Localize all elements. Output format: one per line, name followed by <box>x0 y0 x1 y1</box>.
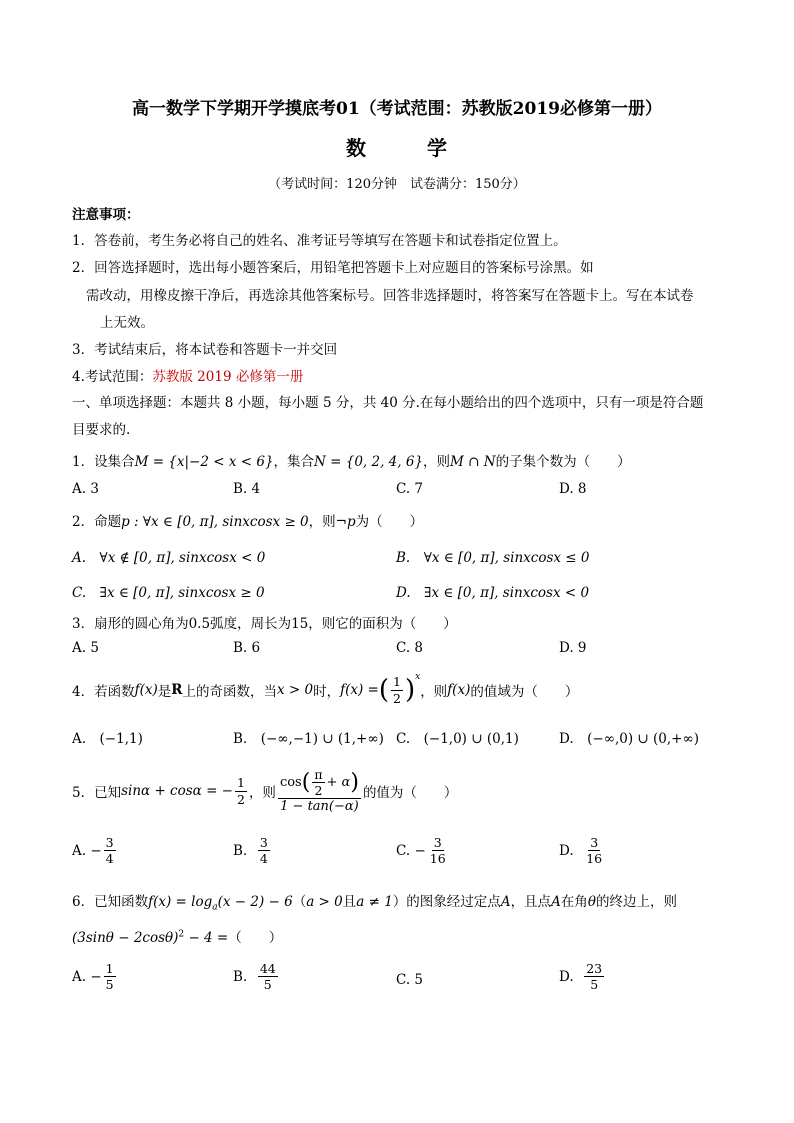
q4-func-2: f(x) <box>447 682 471 698</box>
q4-paren-close: ) <box>404 675 416 705</box>
q6-a-num: 1 <box>105 961 114 976</box>
section1-line1: 一、单项选择题：本题共 8 小题，每小题 5 分，共 40 分.在每小题给出的四个选项中，只有一项是符合题 <box>72 395 704 411</box>
note-4 <box>72 365 303 385</box>
q6-theta: θ <box>587 894 596 910</box>
q1-expr: M ∩ N <box>450 454 496 470</box>
q6-cond-2: a ≠ 1 <box>356 894 393 910</box>
q4-text-3: 上的奇函数，当 <box>182 684 277 700</box>
q2-negation: ¬p <box>335 514 356 530</box>
q4-exponent: x <box>415 672 421 682</box>
q4-option-d: D. (−∞,0) ∪ (0,+∞) <box>559 731 699 747</box>
q6-text-3: 且 <box>342 894 357 910</box>
q5-half-den: 2 <box>236 791 245 807</box>
q4-frac-num: 1 <box>393 674 401 690</box>
q5-a-num: 3 <box>105 835 114 850</box>
q6-b-num: 44 <box>259 961 276 976</box>
q6-b-den: 5 <box>263 977 272 993</box>
q1-option-b: B. 4 <box>233 481 261 497</box>
q1-option-c: C. 7 <box>396 481 424 497</box>
q5-main-num <box>278 768 361 799</box>
q2-option-b: B. ∀x ∈ [0, π], sinxcosx ≤ 0 <box>396 550 590 566</box>
note-1: 1．答卷前，考生务必将自己的姓名、准考证号等填写在答题卡和试卷指定位置上。 <box>72 233 567 249</box>
q4-text-5: ，则 <box>420 684 448 700</box>
q5-option-b <box>233 836 272 865</box>
q5-text-1: 5．已知 <box>72 785 122 801</box>
q3-text-1: 3．扇形的圆心角为 <box>72 616 189 632</box>
q6-expr-rest: − 4 = <box>184 930 229 946</box>
q4-option-a: A. (−1,1) <box>72 731 143 747</box>
q6-text-7: 的终边上，则 <box>595 894 677 910</box>
q4-text-6: 的值域为（ ） <box>470 684 579 700</box>
q6-b-frac <box>258 962 278 991</box>
q6-log-base: a <box>212 902 218 913</box>
q2-option-d: D. ∃x ∈ [0, π], sinxcosx < 0 <box>396 585 590 601</box>
q1-text-2: ，集合 <box>273 454 315 470</box>
q3-stem <box>72 612 457 632</box>
q4-option-b: B. (−∞,−1) ∪ (1,+∞) <box>233 731 384 747</box>
q4-frac-den: 2 <box>393 690 401 706</box>
q5-paren-close: ) <box>350 770 359 796</box>
q6-stem-line1 <box>72 890 677 913</box>
note-2a: 2．回答选择题时，选出每小题答案后，用铅笔把答题卡上对应题目的答案标号涂黑。如 <box>72 260 594 276</box>
q5-pi: π <box>314 767 323 783</box>
q5-pi-den: 2 <box>314 783 323 799</box>
q5-c-frac <box>428 836 448 865</box>
q6-text-2: （ <box>292 894 307 910</box>
q5-pi-frac <box>312 768 324 797</box>
q3-option-c: C. 8 <box>396 640 424 656</box>
notes-heading: 注意事项： <box>72 207 140 223</box>
q6-text-4: ）的图象经过定点 <box>392 894 501 910</box>
exam-scope: 苏教版 2019 必修第一册 <box>152 369 304 385</box>
q2-proposition: p : ∀x ∈ [0, π], sinxcosx ≥ 0 <box>121 514 309 530</box>
q4-text-4: 时， <box>313 684 341 700</box>
q5-a-frac <box>104 836 116 865</box>
q2-stem <box>72 510 423 530</box>
q6-a-label: A. <box>72 968 87 985</box>
section1-line2: 目要求的. <box>72 422 131 438</box>
q2-text-1: 2．命题 <box>72 514 122 530</box>
q5-a-den: 4 <box>105 851 114 867</box>
q2-option-a: A. ∀x ∉ [0, π], sinxcosx < 0 <box>72 550 266 566</box>
q4-option-c: C. (−1,0) ∪ (0,1) <box>396 731 519 747</box>
q4-fraction <box>391 675 403 704</box>
q5-d-num: 3 <box>590 835 599 850</box>
q6-option-d <box>559 962 606 991</box>
q5-cos: cos <box>279 774 302 790</box>
note-2b: 需改动，用橡皮擦干净后，再选涂其他答案标号。回答非选择题时，将答案写在答题卡上。写在本试卷 <box>86 288 694 304</box>
q5-equation: sinα + cosα = − <box>121 783 233 799</box>
q6-d-num: 23 <box>586 961 603 976</box>
q6-text-1: 6．已知函数 <box>72 894 149 910</box>
q5-d-den: 16 <box>586 851 603 867</box>
q6-text-8: （ ） <box>228 930 283 946</box>
q5-b-num: 3 <box>259 835 268 850</box>
q5-c-num: 3 <box>433 835 442 850</box>
q5-paren-open: ( <box>301 770 311 796</box>
q6-cond-1: a > 0 <box>306 894 343 910</box>
note-3: 3．考试结束后，将本试卷和答题卡一并交回 <box>72 342 338 358</box>
q3-option-a: A. 5 <box>72 640 99 656</box>
q5-main-fraction <box>278 768 361 814</box>
q6-expr: (3sinθ − 2cosθ) <box>72 930 179 946</box>
q5-a-label: A. <box>72 842 87 859</box>
q6-option-a <box>72 962 118 991</box>
q4-fx: f(x) = <box>340 682 379 698</box>
q1-set-n: N = {0, 2, 4, 6} <box>314 454 424 470</box>
q5-half-num: 1 <box>236 775 245 791</box>
q6-point-a: A <box>500 894 511 910</box>
note-2c: 上无效。 <box>100 315 154 331</box>
q6-a-den: 5 <box>105 977 114 993</box>
q6-square: 2 <box>178 929 185 940</box>
q1-set-m: M = {x|−2 < x < 6} <box>134 454 274 470</box>
subject-char-1: 数 <box>346 136 368 160</box>
q5-option-a <box>72 836 118 865</box>
q6-d-frac <box>584 962 604 991</box>
q6-text-5: ，且点 <box>510 894 552 910</box>
page-title: 高一数学下学期开学摸底考01（考试范围：苏教版2019必修第一册） <box>132 99 662 119</box>
q3-option-d: D. 9 <box>559 640 587 656</box>
q1-text-1: 1．设集合 <box>72 454 135 470</box>
q1-text-4: 的子集个数为（ ） <box>495 454 631 470</box>
q5-a-sign: − <box>90 842 102 859</box>
q3-angle: 0.5 <box>188 616 211 632</box>
q4-reals: R <box>171 682 183 698</box>
subject-char-2: 学 <box>426 136 448 160</box>
q5-b-label: B. <box>233 842 248 859</box>
q5-stem <box>72 760 457 822</box>
q5-main-den: 1 − tan(−α) <box>280 799 359 815</box>
q6-func: f(x) = log <box>148 894 213 910</box>
exam-info: （考试时间：120分钟 试卷满分：150分） <box>268 177 526 192</box>
q6-option-b <box>233 962 280 991</box>
q6-a-sign: − <box>90 968 102 985</box>
q4-condition: x > 0 <box>276 682 314 698</box>
q1-stem <box>72 450 631 470</box>
q6-text-6: 在角 <box>560 894 588 910</box>
q5-d-frac <box>584 836 604 865</box>
q6-a-frac <box>104 962 116 991</box>
q3-option-b: B. 6 <box>233 640 261 656</box>
q2-text-3: 为（ ） <box>355 514 424 530</box>
q5-c-label: C. <box>396 842 411 859</box>
q5-d-label: D. <box>559 842 574 859</box>
q5-plus-alpha: + α <box>326 774 351 790</box>
q6-b-label: B. <box>233 968 248 985</box>
q5-b-frac <box>258 836 270 865</box>
q6-option-c: C. 5 <box>396 972 424 988</box>
q4-text-2: 是 <box>157 684 172 700</box>
q5-text-3: 的值为（ ） <box>362 785 458 801</box>
q4-stem <box>72 672 578 708</box>
q3-perimeter: 15 <box>291 616 309 632</box>
q5-b-den: 4 <box>259 851 268 867</box>
q5-c-den: 16 <box>429 851 446 867</box>
q6-d-label: D. <box>559 968 574 985</box>
q4-paren-open: ( <box>378 675 389 705</box>
q1-option-a: A. 3 <box>72 481 99 497</box>
q3-text-2: 弧度，周长为 <box>210 616 292 632</box>
q4-func: f(x) <box>134 682 158 698</box>
q5-option-c <box>396 836 450 865</box>
q6-point-a-2: A <box>551 894 561 910</box>
q1-option-d: D. 8 <box>559 481 587 497</box>
q5-text-2: ，则 <box>248 785 276 801</box>
q5-option-d <box>559 836 606 865</box>
q6-d-den: 5 <box>590 977 599 993</box>
q3-text-3: ，则它的面积为（ ） <box>308 616 457 632</box>
q6-stem-line2 <box>72 926 282 946</box>
q2-option-c: C. ∃x ∈ [0, π], sinxcosx ≥ 0 <box>72 585 265 601</box>
q5-frac-half <box>235 776 247 805</box>
subject-heading <box>0 132 794 161</box>
q2-text-2: ，则 <box>308 514 336 530</box>
q4-text-1: 4．若函数 <box>72 684 135 700</box>
q1-text-3: ，则 <box>423 454 451 470</box>
q6-func-rest: (x − 2) − 6 <box>217 894 293 910</box>
note-4-prefix: 4.考试范围： <box>72 369 153 385</box>
q5-c-sign: − <box>414 842 426 859</box>
